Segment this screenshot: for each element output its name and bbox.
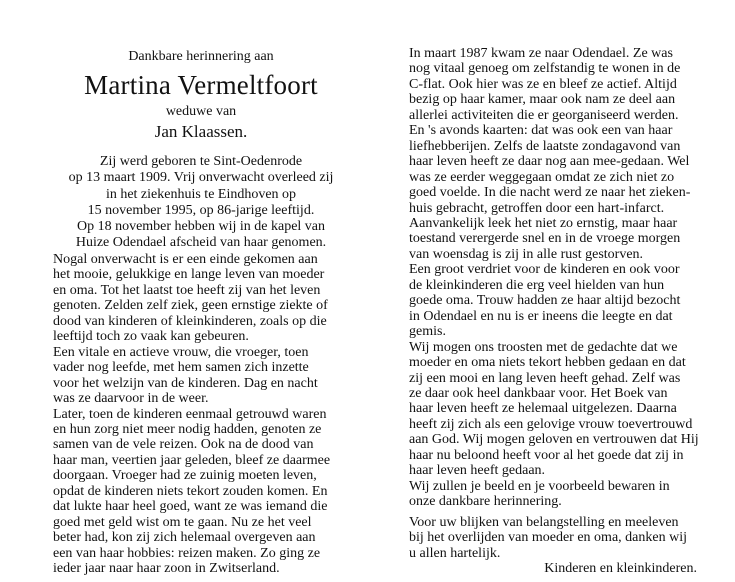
text-line: En 's avonds kaarten: dat was ook een van haar (409, 123, 673, 139)
text-line: moeder en oma niets tekort hebben gedaan en dat (409, 355, 686, 371)
text-line: vader nog leefde, met hem samen zich inzette (53, 360, 309, 376)
text-line: was ze eerder weggegaan omdat ze zich niet zo (409, 169, 675, 185)
text-line: bezig op haar kamer, maar ook nam ze deel aan (409, 92, 676, 108)
text-line: de kleinkinderen die erg veel hielden van hun (409, 277, 665, 293)
text-line: Een groot verdriet voor de kinderen en ook voor (409, 262, 680, 278)
husband-name: Jan Klaassen. (154, 122, 248, 141)
text-line: Nogal onverwacht is er een einde gekomen aan (53, 252, 318, 267)
thanks-line: bij het overlijden van moeder en oma, danken wij (409, 530, 687, 546)
signoff: Kinderen en kleinkinderen. (544, 561, 697, 576)
text-line: goed voelde. In die nacht werd ze naar het zieken- (409, 185, 691, 201)
text-line: nog vitaal genoeg om zelfstandig te wonen in de (409, 61, 681, 77)
text-line: Aanvankelijk leek het niet zo ernstig, maar haar (409, 215, 678, 231)
text-line: gemis. (409, 324, 446, 340)
text-line: haar leven heeft ze daar nog aan mee-gedaan. Wel (409, 154, 690, 170)
text-line: haar leven heeft ze helemaal uitgelezen. Daarna (409, 401, 677, 417)
text-line: C-flat. Ook hier was ze en bleef ze actief. Altijd (409, 76, 677, 92)
text-line: Een vitale en actieve vrouw, die vroeger, toen (53, 344, 309, 360)
text-line: het mooie, gelukkige en lange leven van moeder (53, 267, 325, 283)
text-line: dood van kinderen of kleinkinderen, zoals op die (53, 313, 327, 329)
text-line: zij een mooi en lang leven heeft gehad. Zelf was (409, 370, 681, 386)
text-line: heeft zij zich als een gelovige vrouw toevertrouwd (409, 416, 693, 432)
widow-of-line: weduwe van (165, 104, 237, 119)
text-line: genoten. Zelden zelf ziek, geen ernstige ziekte of (53, 298, 328, 314)
text-line: toestand verergerde snel en in de vroege morgen (409, 231, 681, 247)
text-line: In maart 1987 kwam ze naar Odendael. Ze was (409, 46, 673, 61)
text-line: onze dankbare herinnering. (409, 494, 562, 510)
text-line: goed met geld wist om te gaan. Nu ze het veel (53, 514, 312, 530)
text-line: een van haar hobbies: reizen maken. Zo ging ze (53, 545, 321, 561)
right-text-block (409, 46, 697, 510)
text-line: dat lukte haar heel goed, want ze was iemand die (53, 499, 328, 515)
text-line: samen van de vele reizen. Ook na de dood van (53, 437, 314, 453)
text-line: was ze daarvoor in de weer. (53, 391, 209, 407)
left-text-block (53, 252, 383, 577)
text-line: en oma. Tot het laatst toe heeft zij van het leven (53, 282, 321, 298)
text-line: liefhebberijen. Zelfs de laatste zondagavond van (409, 138, 681, 154)
text-line: beter had, kon zij zich helemaal overgeven aan (53, 530, 316, 546)
bio-line: op 13 maart 1909. Vrij onverwacht overleed zij (68, 170, 334, 186)
text-line: ieder jaar naar haar zoon in Zwitserland. (53, 561, 280, 577)
text-line: haar man, veertien jaar geleden, bleef ze daarmee (53, 452, 331, 468)
text-line: Wij mogen ons troosten met de gedachte dat we (409, 339, 678, 355)
bio-line: 15 november 1995, op 86-jarige leeftijd. (87, 202, 315, 218)
bio-line: Zij werd geboren te Sint-Oedenrode (99, 154, 303, 169)
text-line: allerlei activiteiten die er georganiseerd werden. (409, 107, 679, 123)
thanks-line: Voor uw blijken van belangstelling en meeleven (409, 515, 679, 530)
deceased-name: Martina Vermeltfoort (84, 70, 318, 100)
text-line: ze daar ook heel dankbaar voor. Het Boek van (409, 385, 668, 401)
text-line: voor het welzijn van de kinderen. Dag en nacht (53, 375, 318, 391)
thanks-block (409, 515, 697, 561)
thanks-line: u allen hartelijk. (409, 545, 501, 561)
text-line: opdat de kinderen niets tekort zouden komen. En (53, 483, 328, 499)
bio-line: Huize Odendael afscheid van haar genomen. (75, 235, 327, 251)
text-line: haar leven heeft gedaan. (409, 463, 546, 479)
text-line: Wij zullen je beeld en je voorbeeld bewaren in (409, 478, 670, 494)
text-line: en hun zorg niet meer nodig hadden, genoten ze (53, 421, 322, 437)
text-line: leeftijd toch zo vaak kan gebeuren. (53, 329, 249, 345)
text-line: in Odendael en nu is er ineens die leegte en dat (409, 308, 673, 324)
text-line: van woensdag is zij in alle rust gestorven. (409, 246, 644, 262)
biography-block (53, 154, 349, 252)
text-line: haar nu beloond heeft voor al het goede dat zij in (409, 447, 684, 463)
bio-line: in het ziekenhuis te Eindhoven op (105, 186, 297, 202)
text-line: goede oma. Trouw hadden ze haar altijd bezocht (409, 293, 681, 309)
text-line: aan God. Wij mogen geloven en vertrouwen dat Hij (409, 432, 699, 448)
text-line: Later, toen de kinderen eenmaal getrouwd waren (53, 406, 327, 422)
text-line: huis gebracht, getroffen door een hart-infarct. (409, 200, 665, 216)
text-line: doorgaan. Vroeger had ze zuinig moeten leven, (53, 468, 317, 484)
bio-line: Op 18 november hebben wij in de kapel van (76, 219, 326, 235)
intro-line: Dankbare herinnering aan (128, 49, 274, 64)
